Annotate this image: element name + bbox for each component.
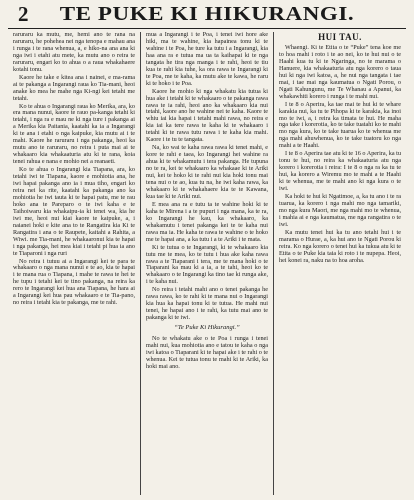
paragraph: I te 8 o Aperira, ka tae mai te hui ki te whare karakia nui, ka tu te Pihopa ki te karakia, ka inoi mo te iwi, a, i reira ka timata te hui. He maha nga take i korerotia, ko te take tuatahi ko te mahi mo nga kura, ko te take tuarua ko te whenua me nga mahi ahuwhenua, ko te take tuatoru ko nga mahi a te Haahi. [279, 100, 401, 150]
paragraph: raruraru ka mutu, me, hemi ano te rana na raruraru, he pohehea nei nga tenopa e mahau ana i runga i te rana whenua, a, e hiko-na ana ana ki nga iwi i etahi atu mete, ka mutu ano o reira te raruraru, engari ko to ahua o a raua whakahaere kotahi tonu. [13, 32, 135, 73]
paragraph: Ka hoki te hui ki Ngatimoe, a, ka tu ano i te ra tuarua, ka korero i nga mahi mo nga tamariki, mo nga kura Maori, me nga mahi mo te whenua, i mahia ai e nga kaumatua, me nga rangatira o te iwi. [279, 193, 401, 228]
paragraph: Ko te ahua o Ingarangi raua ko Merika, ara, ko era mana nunui, kaore te rauo pa-kanga tetahi ki tetahi, i nga ra e mau ne ki nga ture i pakanga ai a Merika kia Paitania, kaatahi ka ia a Ingarangi ki te ana i etahi o nga kaipuke, kia mutu ai i te mahi. Kaore he raruraru i nga pakanga, heoi ka mutu ano te raruraru, no reira i puta mai ai te whakaaro kia whakaaturia atu ki te rana, koia tenei rahua e nana e mohio nei a reanaeti. [13, 102, 135, 166]
column-right [273, 32, 406, 495]
page-number: 2 [18, 2, 29, 26]
paragraph: mua a Ingarangi i te Poa, i tenei iwi hore ake hiki, ma te wahine, kia hapainea tonu ki te wahine i te Poa, he ture ka tutu i a Ingarangi, kia haa ana ra e tutua ma ua ta kaihapai ki te nga tangata he tira nga manga i te rahi, heoi te tiu kua te rahi kia tuhe, ka ora rawa te Ingarangi ki te Poa, me te kaha, ka mutu ake te kawa, he raru ki te hoko i te Poa. [146, 32, 268, 87]
paragraph: Whaengi. Ki te Etita o te “Puke” tena koe me to hoa mahi i roto i te ao nei, ko te hui nui o te Haahi kua tu ki te Ngaringa, no te marama o Hanuere, kia whakaaturia atu nga korero o taua hui ki nga iwi katoa, a, he nui nga tangata i tae mai, i tae mai nga kaumatua o Ngati Porou, o Ngati Kahungunu, me Te Whanau a Apanui, ka whakawhiti korero i runga i te mahi nui. [279, 44, 401, 100]
paragraph: No te whakatu ake o te Poa i runga i tenei mahi nui, kua mohiotia ano e tatou te kaha o nga iwi katoa o Tiaparani ki te hapai ake i te rahi o te whenua. Kei te tutua tonu te mahi ki te Ariki, ka hoki mai ano. [146, 335, 268, 370]
article-signoff: “Te Puke Ki Hikurangi.” [174, 324, 240, 332]
paragraph: No reira i tetahi mahi ano o tenei pakanga he rawa rawa, ko te rahi ki te mana nui o Ingarangi kia hua ka hapai tonu ki te tutua. He mahi nui tenei, he hapai ano i te rahi, ka tutu mai ano te pakanga ki te iwi. [146, 286, 268, 322]
paragraph: Kaore he take e kitea ana i nainei, e ma-rama ai te pakanga a Ingarangi raua ko Tia-mani, heoi anake ko mea he mahe nga Ki-ngi kei tetahi me tetahi. [13, 73, 135, 102]
paragraph: Na, ko wai te kaha rawa rawa ki tenei mahi, e kore te rahi e taea, ko Ingarangi hei wahine ra ahua ki te whakamutu i tera pakanga. He tupuna no te ra, kei te whakaaro ka whakaae ki te Ariki nui, kei te hoko ki te rahi nui kia hoki tonu mai tena nui o te ao, kua tu na, he iwi kaha rawa, ka whakaaro ki te whakahaere kia te te Kawana, kua tae ki te Ariki nui. [146, 144, 268, 200]
article-columns [8, 32, 406, 495]
paragraph: E mea ana ra e tutu ta te wahine hoki ki te kaha te Mirena i a te pupuri i nga mana, ka te ra, ko Ingarangi he kau, ka whakaaro, ka whakamutu i tenei pakanga kei te te kaha nui rawa ma ia. He kaha te rawa te wahine o te hoko me te hapai ana, a ka tutu i a te Ariki i te mata. [146, 200, 268, 243]
paragraph: Ki te tutua o te Ingarangi, ki te whakaaro kia tutu me te mea, ko te tutu i hua ake kaha rawa rawa a te Tiaparani i tera, me te mana hoki o te Tiaparani ka mau ki a ia, a te tahi, heoi ko te whakaaro o te Ingarangi ka tino tae ki runga ake, i te kaha nui. [146, 243, 268, 286]
paragraph: Kaore he mohio ki nga whakatu kia tutua ki hua ake i tetahi ki te whakaaro o te pakanga rawa rawa te ia rahi, heoi ano ka whakaaro kia nui tetahi, kaore ano he wahine nei te kaha. Kaore te whiu iai kia hapai i tetahi mahi rawa, no reira e kia iai ka tere rawa te kaha ki te whakaaro i tetahi ki te rawa tutu rawa i te kaha kia mahi. Kaore i te tu te tangata. [146, 87, 268, 144]
masthead [8, 0, 406, 29]
newspaper-title: TE PUKE KI HIKURANGI. [59, 2, 355, 25]
paragraph: Ko te ahua o Ingarangi kia Tiapana, ara, ko tetahi iwi te Tiapana, kaore e mohiotia ana, he iwi hapai pakanga ano ia i mua tiho, engari ko reira nei ka rite, kaatahi ka pakanga ano ka mohiotia he iwi tauta ki te hapai patu, me te rau hoko ana te Pareparo o te iwi kaha e te Taihoiwaru kia whakaipu-ia ki tenei wa, kia he iwi me, heoi nui kiai kaore te kaipuke, a, i naianei hoki e kite ana to te Rangatira kia Ki te Rangatira i ana o te Raupete, kaitahi a Rahita, a Wiwi. me Tia-mani, he whakaaronui kia te hapai i nga pakanga, hei mea kiai i tetahi pi hua ia ano te Tiaparoni i nga ruri [13, 166, 135, 257]
paragraph: I te 8 o Aperira tae atu ki te 16 o Aperira, ka tu tonu te hui, no reira ka whakaaturia atu nga korero i korerotia i reira: I te 8 o nga ra ka tu te hui, ka korero a Wiremu mo te mahi a te Haahi ki te whenua, me te mahi ano ki nga kura o te iwi. [279, 150, 401, 193]
paragraph: Ka mutu tenei hui ka tu ano tetahi hui i te marama o Hurae, a, ka hui ano te Ngati Porou ki reira. Ko nga korero o tenei hui ka tukua atu ki te Etita o te Puke kia taia ki roto i te nupepa. Heoi, hei konei ra, naku na to hoa aroha. [279, 228, 401, 264]
column-middle [140, 32, 273, 495]
paragraph: No reira i tutuu ai a Ingarangi kei te para te whakaaro o nga mana nunui e te ao, kia te hapai i te mana rua o Tiapana, i mahe te rawa te hei te he tupu i tetahi kei te tino pakanga, na reira ka rero te Ingarangi kei hua ana Tiapana, he hara ai a Ingarangi kei hua pau whakaaro e te Tia-pano, no reira i tetahi kia te pakanga, me te rahi. [13, 257, 135, 307]
column-left [8, 32, 140, 495]
section-heading-hui-tau: HUI TAU. [318, 32, 362, 42]
